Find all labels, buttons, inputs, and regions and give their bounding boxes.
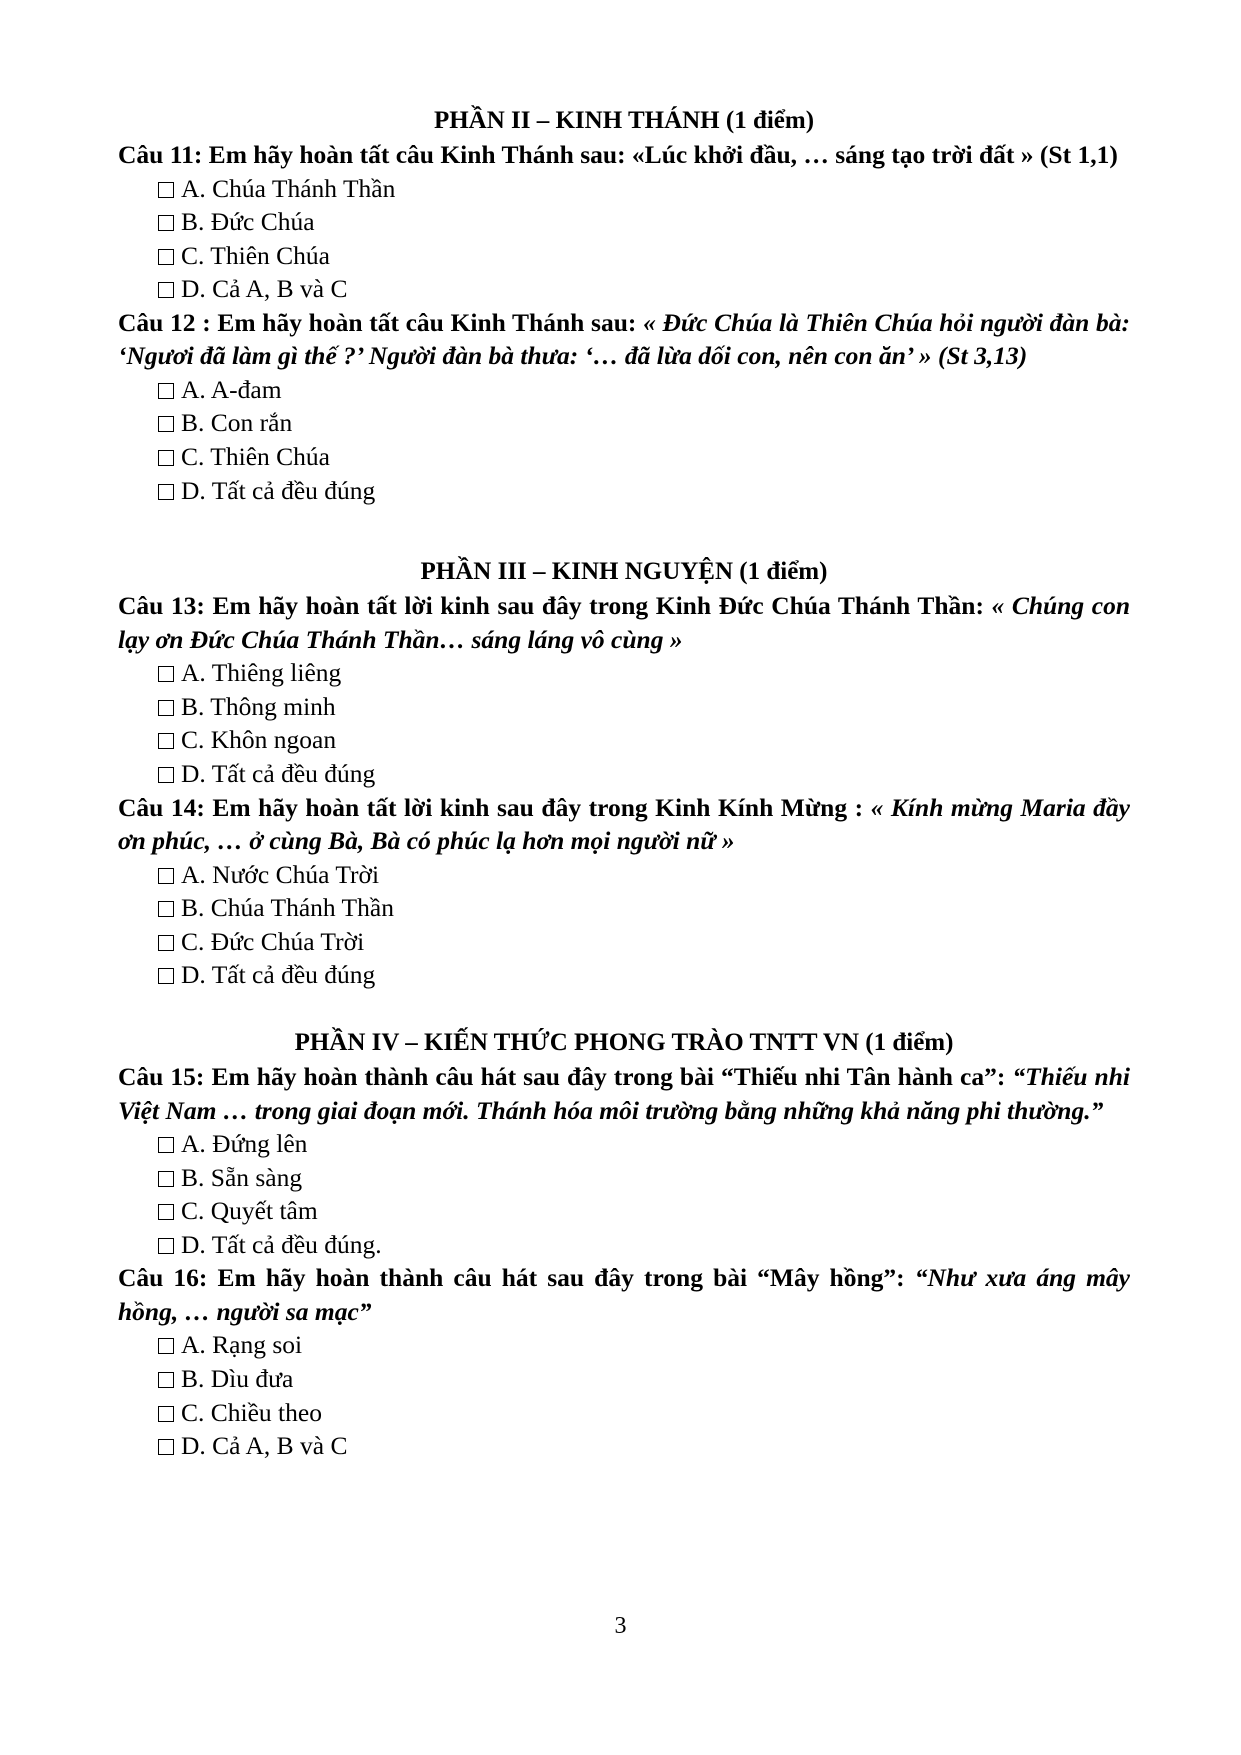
checkbox-icon[interactable] <box>158 1204 174 1220</box>
checkbox-icon[interactable] <box>158 282 174 298</box>
checkbox-icon[interactable] <box>158 1238 174 1254</box>
checkbox-icon[interactable] <box>158 484 174 500</box>
option-label: A. Rạng soi <box>181 1330 303 1360</box>
option-item[interactable] <box>118 1127 1130 1161</box>
checkbox-icon[interactable] <box>158 182 174 198</box>
option-label: C. Đức Chúa Trời <box>181 926 365 956</box>
options-list <box>118 172 1130 306</box>
option-label: B. Thông minh <box>181 691 336 721</box>
question-12 <box>118 306 1130 373</box>
question-15 <box>118 1060 1130 1127</box>
checkbox-icon[interactable] <box>158 249 174 265</box>
checkbox-icon[interactable] <box>158 215 174 231</box>
option-item[interactable] <box>118 723 1130 757</box>
checkbox-icon[interactable] <box>158 733 174 749</box>
option-label: C. Thiên Chúa <box>181 240 330 270</box>
option-item[interactable] <box>118 440 1130 474</box>
option-item[interactable] <box>118 373 1130 407</box>
option-item[interactable] <box>118 272 1130 306</box>
spacer <box>118 507 1130 555</box>
section-heading: PHẦN II – KINH THÁNH (1 điểm) <box>433 107 815 134</box>
option-label: D. Tất cả đều đúng <box>181 475 376 505</box>
option-item[interactable] <box>118 1328 1130 1362</box>
question-quote: « Chúng con lạy ơn Đức Chúa Thánh Thần… sáng láng vô cùng » <box>118 591 1131 654</box>
checkbox-icon[interactable] <box>158 1171 174 1187</box>
option-item[interactable] <box>118 690 1130 724</box>
option-item[interactable] <box>118 1228 1130 1262</box>
option-label: D. Cả A, B và C <box>181 1431 348 1461</box>
option-item[interactable] <box>118 891 1130 925</box>
option-label: B. Đức Chúa <box>181 207 315 237</box>
option-item[interactable] <box>118 1429 1130 1463</box>
options-list <box>118 1127 1130 1261</box>
checkbox-icon[interactable] <box>158 1338 174 1354</box>
option-label: D. Tất cả đều đúng <box>181 960 376 990</box>
checkbox-icon[interactable] <box>158 968 174 984</box>
checkbox-icon[interactable] <box>158 666 174 682</box>
question-quote: “Thiếu nhi Việt Nam … trong giai đoạn mới. Thánh hóa môi trường bằng những khả năng phi thường.” <box>118 1062 1130 1125</box>
option-label: A. Chúa Thánh Thần <box>181 173 396 203</box>
section-heading: PHẦN III – KINH NGUYỆN (1 điểm) <box>420 558 828 586</box>
option-item[interactable] <box>118 474 1130 508</box>
checkbox-icon[interactable] <box>158 1439 174 1455</box>
options-list <box>118 1328 1130 1462</box>
checkbox-icon[interactable] <box>158 767 174 783</box>
option-label: A. A-đam <box>181 374 282 404</box>
option-label: B. Chúa Thánh Thần <box>181 893 394 923</box>
option-item[interactable] <box>118 858 1130 892</box>
option-label: D. Tất cả đều đúng. <box>181 1229 382 1259</box>
question-14 <box>118 791 1130 858</box>
question-quote: “Như xưa áng mây hồng, … người sa mạc” <box>118 1263 1130 1326</box>
options-list <box>118 858 1130 992</box>
option-item[interactable] <box>118 958 1130 992</box>
option-item[interactable] <box>118 406 1130 440</box>
option-label: C. Chiều theo <box>181 1397 322 1427</box>
question-text: Câu 13: Em hãy hoàn tất lời kinh sau đây trong Kinh Đức Chúa Thánh Thần: <box>118 591 984 621</box>
option-item[interactable] <box>118 757 1130 791</box>
option-label: C. Quyết tâm <box>181 1196 318 1226</box>
checkbox-icon[interactable] <box>158 416 174 432</box>
option-item[interactable] <box>118 656 1130 690</box>
checkbox-icon[interactable] <box>158 935 174 951</box>
options-list <box>118 373 1130 507</box>
option-item[interactable] <box>118 205 1130 239</box>
spacer <box>118 992 1130 1026</box>
option-label: A. Nước Chúa Trời <box>181 859 380 889</box>
option-item[interactable] <box>118 1161 1130 1195</box>
checkbox-icon[interactable] <box>158 700 174 716</box>
question-text: Câu 14: Em hãy hoàn tất lời kinh sau đây trong Kinh Kính Mừng : <box>118 792 864 822</box>
checkbox-icon[interactable] <box>158 450 174 466</box>
options-list <box>118 656 1130 790</box>
option-label: B. Sẵn sàng <box>181 1162 303 1192</box>
exam-page <box>118 104 1130 1463</box>
option-label: C. Thiên Chúa <box>181 442 330 472</box>
checkbox-icon[interactable] <box>158 1372 174 1388</box>
option-item[interactable] <box>118 925 1130 959</box>
checkbox-icon[interactable] <box>158 868 174 884</box>
question-text: Câu 11: Em hãy hoàn tất câu Kinh Thánh sau: «Lúc khởi đầu, … sáng tạo trời đất » (St 1,1) <box>118 140 1118 169</box>
question-text: Câu 12 : Em hãy hoàn tất câu Kinh Thánh sau: <box>118 307 637 337</box>
checkbox-icon[interactable] <box>158 1137 174 1153</box>
question-quote: « Kính mừng Maria đầy ơn phúc, … ở cùng Bà, Bà có phúc lạ hơn mọi người nữ » <box>118 792 1131 856</box>
option-item[interactable] <box>118 172 1130 206</box>
question-quote: « Đức Chúa là Thiên Chúa hỏi người đàn bà: ‘Ngươi đã làm gì thế ?’ Người đàn bà thưa: ‘… đã lừa dối con, nên con ăn’ » (St 3,13) <box>118 307 1131 371</box>
option-label: A. Thiêng liêng <box>181 658 342 688</box>
question-16 <box>118 1261 1130 1328</box>
option-item[interactable] <box>118 1194 1130 1228</box>
option-item[interactable] <box>118 1362 1130 1396</box>
page-number: 3 <box>614 1613 627 1639</box>
checkbox-icon[interactable] <box>158 901 174 917</box>
question-13 <box>118 589 1130 656</box>
option-label: D. Cả A, B và C <box>181 274 348 304</box>
question-11 <box>118 138 1130 172</box>
checkbox-icon[interactable] <box>158 383 174 399</box>
option-item[interactable] <box>118 239 1130 273</box>
checkbox-icon[interactable] <box>158 1406 174 1422</box>
option-label: C. Khôn ngoan <box>181 725 337 755</box>
option-label: B. Con rắn <box>181 408 293 438</box>
option-label: D. Tất cả đều đúng <box>181 759 376 789</box>
question-text: Câu 16: Em hãy hoàn thành câu hát sau đây trong bài “Mây hồng”: <box>118 1263 905 1293</box>
option-item[interactable] <box>118 1396 1130 1430</box>
option-label: A. Đứng lên <box>181 1129 308 1158</box>
option-label: B. Dìu đưa <box>181 1363 294 1393</box>
question-text: Câu 15: Em hãy hoàn thành câu hát sau đây trong bài “Thiếu nhi Tân hành ca”: <box>118 1062 1006 1091</box>
section-heading: PHẦN IV – KIẾN THỨC PHONG TRÀO TNTT VN (1 điểm) <box>294 1029 954 1056</box>
